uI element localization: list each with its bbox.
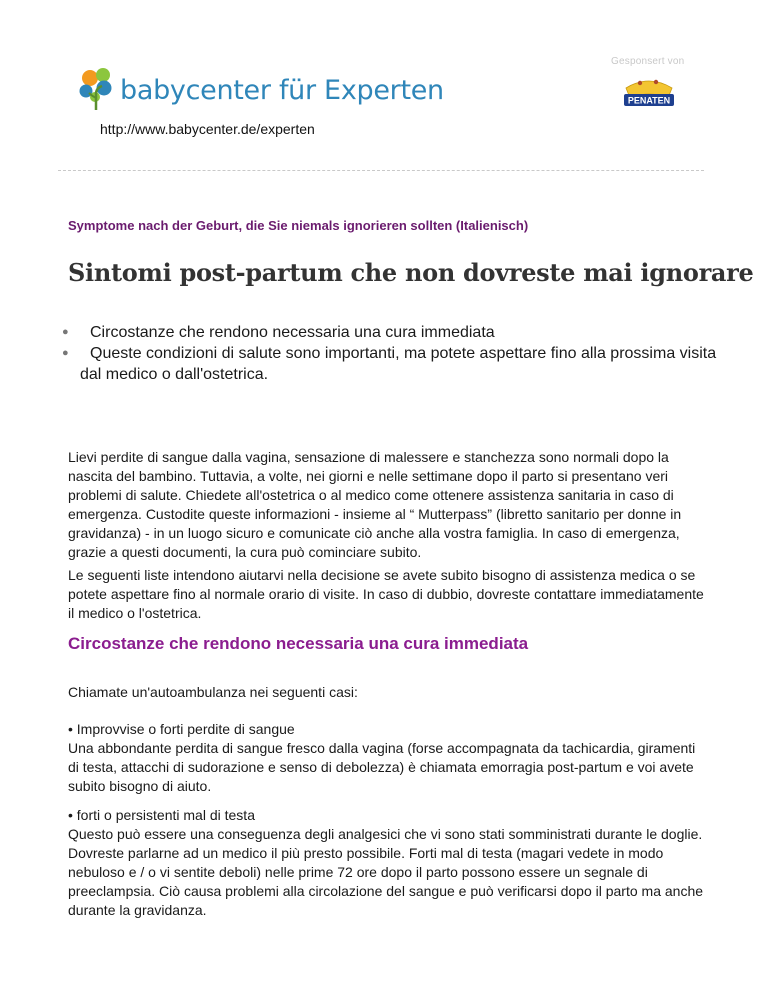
toc-item-label[interactable]: Queste condizioni di salute sono importanti, ma potete aspettare fino alla prossima visita dal medico o dall'ostetrica. bbox=[80, 345, 717, 383]
toc-item[interactable] bbox=[62, 343, 722, 385]
toc-list bbox=[62, 322, 722, 385]
brand-wordmark bbox=[120, 76, 444, 106]
toc-item-label[interactable]: Circostanze che rendono necessaria una cura immediata bbox=[90, 324, 495, 341]
toc-item[interactable] bbox=[62, 322, 722, 343]
section-lead: Chiamate un'autoambulanza nei seguenti casi: bbox=[68, 684, 358, 700]
symptom-body: Una abbondante perdita di sangue fresco dalla vagina (forse accompagnata da tachicardia, giramenti di testa, attacchi di sudorazione e senso di debolezza) è chiamata emorragia post-partum e voi avete subito bisogno di aiuto. bbox=[68, 740, 696, 794]
symptom-body: Questo può essere una conseguenza degli analgesici che vi sono stati somministrati durante le doglie. Dovreste parlarne ad un medico il più presto possibile. Forti mal di testa (magari vedete in modo nebuloso e / o vi sentite deboli) nelle prime 72 ore dopo il parto possono essere un segnale di preeclampsia. Ciò causa problemi alla circolazione del sangue e può verificarsi dopo il parto ma anche durante la gravidanza. bbox=[68, 826, 704, 918]
intro-paragraph: Le seguenti liste intendono aiutarvi nella decisione se avete subito bisogno di assistenza medica o se potete aspettare fino al normale orario di visite. In caso di dubbio, dovreste contattare immediatamente il medico o l'ostetrica. bbox=[68, 567, 704, 621]
symptom-item bbox=[68, 806, 708, 920]
section-heading: Circostanze che rendono necessaria una cura immediata bbox=[68, 634, 529, 653]
babycenter-logo[interactable] bbox=[78, 66, 444, 110]
symptom-title: • Improvvise o forti perdite di sangue bbox=[68, 721, 295, 737]
symptom-title: • forti o persistenti mal di testa bbox=[68, 807, 255, 823]
sponsor-label: Gesponsert von bbox=[611, 56, 685, 67]
header-divider bbox=[58, 170, 704, 171]
tree-icon bbox=[78, 66, 118, 110]
penaten-logo[interactable] bbox=[622, 74, 676, 108]
bullet-icon: ● bbox=[62, 347, 69, 359]
symptom-item bbox=[68, 720, 708, 796]
brand-suffix: für Experten bbox=[270, 75, 444, 106]
brand-prefix: babycenter bbox=[120, 75, 271, 106]
site-url[interactable]: http://www.babycenter.de/experten bbox=[100, 121, 315, 137]
intro-paragraph: Lievi perdite di sangue dalla vagina, sensazione di malessere e stanchezza sono normali dopo la nascita del bambino. Tuttavia, a volte, nei giorni e nelle settimane dopo il parto si presentano veri problemi di salute. Chiedete all'ostetrica o al medico come ottenere assistenza sanitaria in caso di emergenza. Custodite queste informazioni - insieme al “ Mutterpass” (libretto sanitario per donne in gravidanza) - in un luogo sicuro e comunicate ciò anche alla vostra famiglia. In caso di emergenza, grazie a questi documenti, la cura può cominciare subito. bbox=[68, 449, 682, 560]
page-title: Sintomi post-partum che non dovreste mai ignorare bbox=[68, 258, 754, 287]
bullet-icon: ● bbox=[62, 326, 69, 338]
penaten-wordmark: PENATEN bbox=[627, 95, 671, 106]
article-kicker: Symptome nach der Geburt, die Sie niemals ignorieren sollten (Italienisch) bbox=[68, 218, 529, 233]
